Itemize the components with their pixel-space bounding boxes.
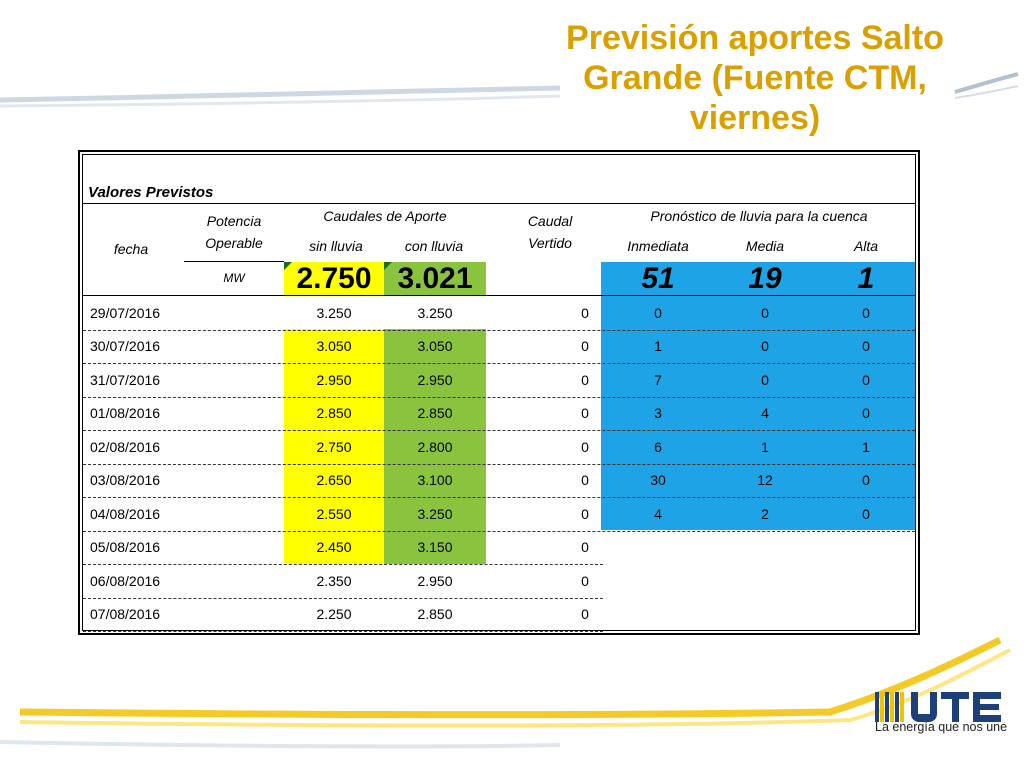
- cell-con-lluvia: 2.850: [417, 606, 453, 623]
- cell-con-lluvia: 3.050: [417, 338, 453, 355]
- cell-fecha: 02/08/2016: [90, 438, 161, 455]
- header-potencia: Potencia: [206, 213, 262, 229]
- cell-alta: 0: [862, 304, 870, 321]
- cell-sin-lluvia: 2.450: [316, 539, 352, 556]
- cell-inmediata: [606, 598, 710, 632]
- summary-con-lluvia: 3.021: [397, 262, 473, 295]
- cell-alta: 0: [862, 505, 870, 522]
- cell-media: [712, 531, 818, 565]
- cell-inmediata: 4: [654, 505, 662, 522]
- cell-vertido: 0: [581, 438, 589, 455]
- logo-tagline: La energía que nos une: [875, 720, 1008, 734]
- cell-fecha: 30/07/2016: [90, 338, 161, 355]
- cell-fecha: 07/08/2016: [90, 606, 161, 623]
- cell-sin-lluvia: 2.650: [316, 472, 352, 489]
- header-media: Media: [745, 238, 785, 254]
- cell-inmediata: 6: [654, 438, 662, 455]
- cell-con-lluvia: 3.150: [417, 539, 453, 556]
- cell-fecha: 29/07/2016: [90, 304, 161, 321]
- cell-media: 0: [761, 371, 769, 388]
- cell-inmediata: 7: [654, 371, 662, 388]
- summary-divider: [83, 295, 915, 296]
- cell-media: 0: [761, 304, 769, 321]
- cell-con-lluvia: 3.250: [417, 304, 453, 321]
- header-fecha: fecha: [113, 241, 149, 257]
- cell-sin-lluvia: 2.950: [316, 371, 352, 388]
- cell-fecha: 01/08/2016: [90, 405, 161, 422]
- summary-media: 19: [748, 262, 782, 295]
- cell-vertido: 0: [581, 338, 589, 355]
- cell-vertido: 0: [581, 505, 589, 522]
- cell-sin-lluvia: 2.250: [316, 606, 352, 623]
- header-caudales: Caudales de Aporte: [323, 208, 447, 224]
- header-alta: Alta: [853, 238, 879, 254]
- summary-sin-lluvia: 2.750: [296, 262, 372, 295]
- unit-divider: [184, 261, 284, 262]
- cell-sin-lluvia: 2.350: [316, 572, 352, 589]
- cell-vertido: 0: [581, 539, 589, 556]
- header-sin-lluvia: sin lluvia: [309, 238, 363, 254]
- cell-sin-lluvia: 2.550: [316, 505, 352, 522]
- header-caudal: Caudal: [527, 213, 573, 229]
- cell-sin-lluvia: 3.250: [316, 304, 352, 321]
- header-pronostico: Pronóstico de lluvia para la cuenca: [650, 208, 868, 224]
- cell-media: 12: [757, 472, 773, 489]
- section-divider: [82, 203, 916, 204]
- cell-fecha: 03/08/2016: [90, 472, 161, 489]
- cell-alta: 1: [862, 438, 870, 455]
- cell-alta: [818, 598, 914, 632]
- cell-sin-lluvia: 3.050: [316, 338, 352, 355]
- cell-media: 0: [761, 338, 769, 355]
- cell-vertido: 0: [581, 606, 589, 623]
- cell-inmediata: [606, 564, 710, 598]
- cell-inmediata: 3: [654, 405, 662, 422]
- header-operable: Operable: [205, 235, 263, 251]
- cell-con-lluvia: 3.100: [417, 472, 453, 489]
- cell-sin-lluvia: 2.750: [316, 438, 352, 455]
- cell-alta: 0: [862, 405, 870, 422]
- header-con-lluvia: con lluvia: [404, 238, 464, 254]
- row-divider: [83, 631, 603, 632]
- cell-alta: 0: [862, 371, 870, 388]
- summary-inmediata: 51: [641, 262, 675, 295]
- summary-alta: 1: [857, 262, 875, 295]
- cell-vertido: 0: [581, 572, 589, 589]
- cell-alta: [818, 564, 914, 598]
- cell-alta: 0: [862, 338, 870, 355]
- cell-media: [712, 564, 818, 598]
- cell-media: 2: [761, 505, 769, 522]
- cell-con-lluvia: 2.950: [417, 572, 453, 589]
- cell-alta: [818, 531, 914, 565]
- header-vertido: Vertido: [528, 235, 572, 251]
- cell-vertido: 0: [581, 472, 589, 489]
- cell-fecha: 31/07/2016: [90, 371, 161, 388]
- cell-vertido: 0: [581, 371, 589, 388]
- cell-alta: 0: [862, 472, 870, 489]
- header-inmediata: Inmediata: [627, 238, 689, 254]
- unit-label: MW: [223, 271, 245, 285]
- cell-inmediata: [606, 531, 710, 565]
- cell-sin-lluvia: 2.850: [316, 405, 352, 422]
- cell-fecha: 05/08/2016: [90, 539, 161, 556]
- cell-inmediata: 0: [654, 304, 662, 321]
- cell-inmediata: 1: [654, 338, 662, 355]
- cell-con-lluvia: 2.850: [417, 405, 453, 422]
- cell-vertido: 0: [581, 304, 589, 321]
- cell-media: 4: [761, 405, 769, 422]
- cell-inmediata: 30: [650, 472, 666, 489]
- cell-con-lluvia: 3.250: [417, 505, 453, 522]
- cell-vertido: 0: [581, 405, 589, 422]
- cell-con-lluvia: 2.800: [417, 438, 453, 455]
- slide-title: Previsión aportes Salto Grande (Fuente CTM, viernes): [566, 19, 944, 137]
- cell-media: [712, 598, 818, 632]
- section-label: Valores Previstos: [88, 183, 214, 201]
- cell-media: 1: [761, 438, 769, 455]
- cell-con-lluvia: 2.950: [417, 371, 453, 388]
- cell-fecha: 06/08/2016: [90, 572, 161, 589]
- cell-fecha: 04/08/2016: [90, 505, 161, 522]
